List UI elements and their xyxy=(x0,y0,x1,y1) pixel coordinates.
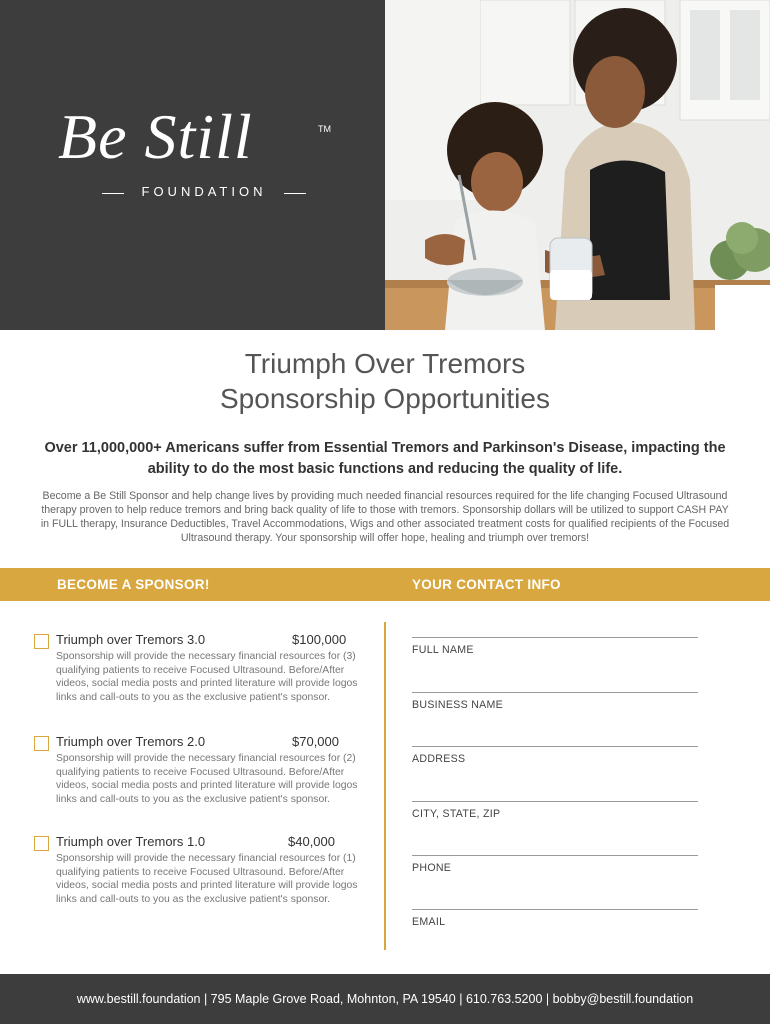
checkbox-icon[interactable] xyxy=(34,634,49,649)
field-underline xyxy=(412,801,698,802)
field-label: CITY, STATE, ZIP xyxy=(412,808,501,820)
checkbox-icon[interactable] xyxy=(34,736,49,751)
logo-subtitle-text: FOUNDATION xyxy=(141,184,267,199)
sponsor-option-description: Sponsorship will provide the necessary financial resources for (2) qualifying patients to receive Focused Ultrasound. Before/After videos, social media posts and printed literature will provide logos links and call-outs to you as the exclusive patient's sponsor. xyxy=(56,753,358,805)
logo-wordmark: Be Still xyxy=(58,101,253,172)
field-underline xyxy=(412,909,698,910)
hero-banner xyxy=(0,0,770,330)
page-title-line1: Triumph Over Tremors xyxy=(244,348,526,379)
sponsor-option-price: $70,000 xyxy=(292,734,339,749)
sponsor-option-price: $100,000 xyxy=(292,632,347,647)
field-underline xyxy=(412,692,698,693)
checkbox-icon[interactable] xyxy=(34,836,49,851)
headline: Over 11,000,000+ Americans suffer from Essential Tremors and Parkinson's Disease, impacting the ability to do the most basic functions and reducing the quality of life. xyxy=(44,440,726,477)
sponsor-option-name: Triumph over Tremors 1.0 xyxy=(56,834,206,849)
section-header-bar xyxy=(0,568,770,601)
page-title-line2: Sponsorship Opportunities xyxy=(220,383,550,414)
field-label: EMAIL xyxy=(412,916,446,928)
sponsor-option-name: Triumph over Tremors 2.0 xyxy=(56,734,206,749)
kitchen-photo-illustration xyxy=(385,0,770,330)
field-label: FULL NAME xyxy=(412,644,474,656)
logo-panel xyxy=(0,0,385,330)
footer-bar xyxy=(0,974,770,1024)
field-underline xyxy=(412,855,698,856)
sponsor-option-name: Triumph over Tremors 3.0 xyxy=(56,632,206,647)
logo-rule-left xyxy=(102,193,124,194)
sponsor-option-price: $40,000 xyxy=(288,834,335,849)
page-title xyxy=(0,346,770,416)
footer-contact-line: www.bestill.foundation | 795 Maple Grove Road, Mohnton, PA 19540 | 610.763.5200 | bobby@bestill.foundation xyxy=(76,992,694,1006)
hero-photo xyxy=(385,0,770,330)
logo-subtitle xyxy=(102,184,306,204)
sponsor-option-description: Sponsorship will provide the necessary financial resources for (3) qualifying patients to receive Focused Ultrasound. Before/After videos, social media posts and printed literature will provide logos links and call-outs to you as the exclusive patient's sponsor. xyxy=(56,651,358,703)
field-label: ADDRESS xyxy=(412,753,466,765)
logo-trademark: TM xyxy=(318,124,331,134)
sponsor-option-description: Sponsorship will provide the necessary financial resources for (1) qualifying patients to receive Focused Ultrasound. Before/After videos, social media posts and printed literature will provide logos links and call-outs to you as the exclusive patient's sponsor. xyxy=(56,853,358,905)
field-underline xyxy=(412,746,698,747)
field-underline xyxy=(412,637,698,638)
column-divider xyxy=(384,622,386,950)
contact-heading: YOUR CONTACT INFO xyxy=(412,577,561,592)
logo-rule-right xyxy=(284,193,306,194)
intro-paragraph: Become a Be Still Sponsor and help change lives by providing much needed financial resources required for the life changing Focused Ultrasound therapy proven to help reduce tremors and bring back quality of life to those with tremors. Sponsorship dollars will be utilized to support CASH PAY in FULL therapy, Insurance Deductibles, Travel Accommodations, Wigs and other associated treatment costs for qualified recipients of the Focused Ultrasound therapy. Your sponsorship will offer hope, healing and triumph over tremors! xyxy=(40,490,730,544)
field-label: BUSINESS NAME xyxy=(412,699,504,711)
sponsor-heading: BECOME A SPONSOR! xyxy=(57,577,210,592)
field-label: PHONE xyxy=(412,862,452,874)
